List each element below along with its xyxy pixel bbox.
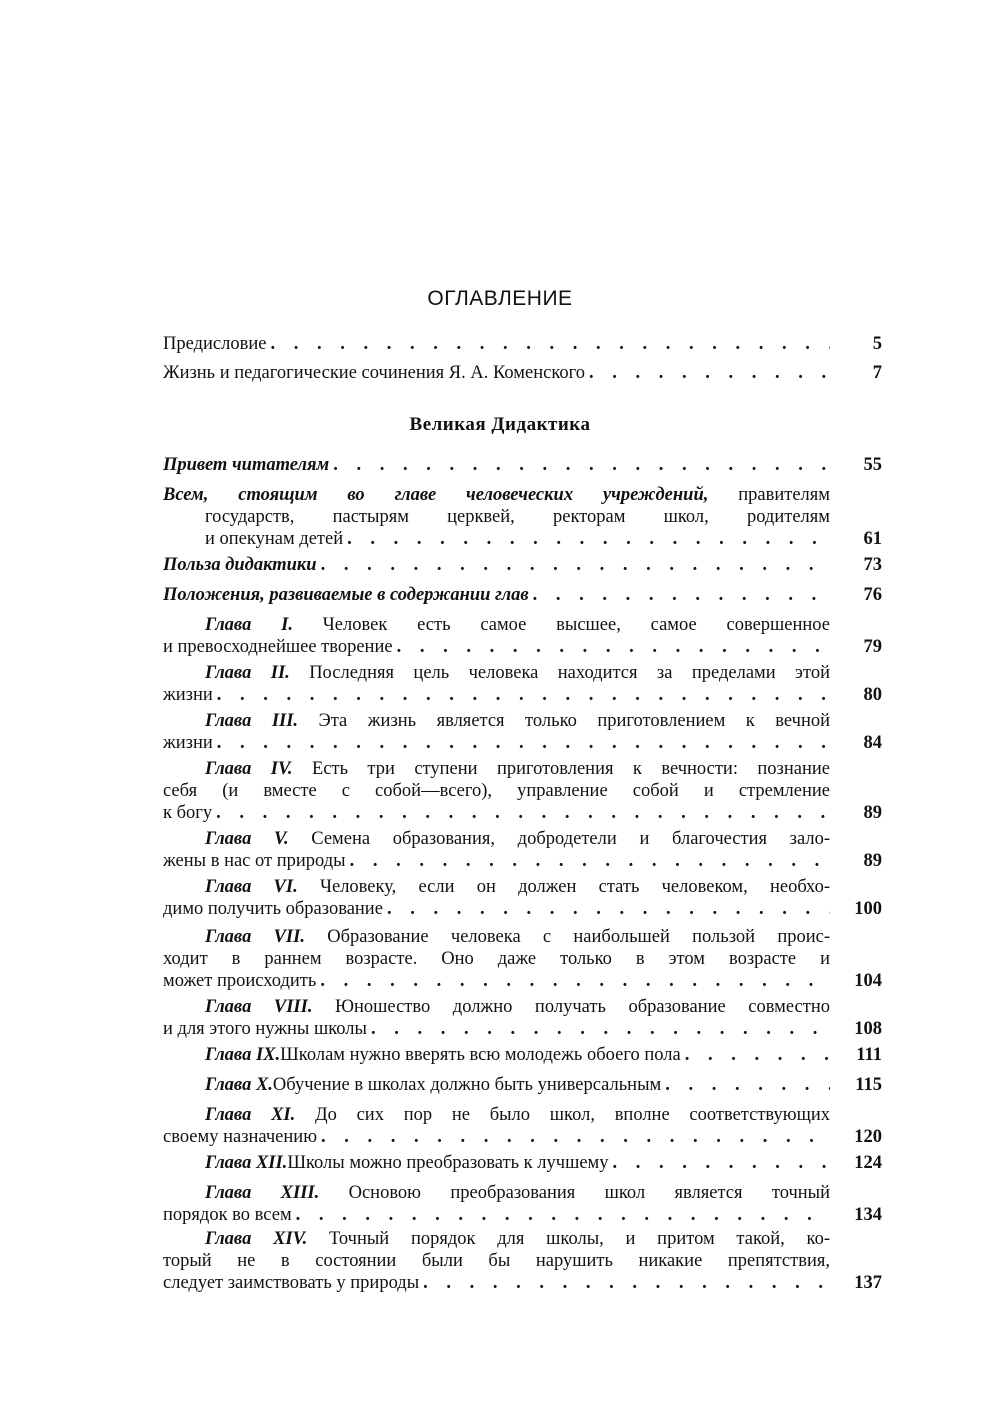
leader-dots [212, 802, 830, 824]
entry-line [163, 876, 830, 898]
toc-entry-chapter[interactable] [163, 828, 830, 872]
page-number: 115 [855, 1075, 882, 1095]
leader-dots [529, 584, 830, 606]
entry-text: Школы можно преобразовать к лучшему [287, 1153, 609, 1173]
entry-line [163, 662, 830, 684]
entry-text: Человеку, если он должен стать человеком, необхо- [319, 877, 830, 897]
page-number: 137 [854, 1273, 882, 1293]
chapter-label: Глава XIV. [205, 1229, 329, 1249]
leader-dots [329, 454, 830, 476]
chapter-label: Глава II. [205, 663, 310, 683]
toc-entry-chapter[interactable] [163, 662, 830, 706]
page-number: 5 [872, 334, 882, 354]
leader-dots [609, 1152, 831, 1174]
entry-text: Обучение в школах должно быть универсальным [272, 1075, 662, 1095]
leader-dots [393, 636, 830, 658]
entry-line [163, 828, 830, 850]
entry-line [163, 1182, 830, 1204]
entry-line [163, 614, 830, 636]
entry-text: и опекунам детей [205, 529, 344, 549]
entry-text: Последняя цель человека находится за пределами этой [309, 663, 830, 683]
leader-dots [585, 362, 830, 384]
toc-entry-utility[interactable] [163, 554, 830, 576]
toc-entry-chapter[interactable] [163, 926, 830, 992]
chapter-label: Глава XI. [205, 1105, 315, 1125]
toc-entry-chapter[interactable] [163, 876, 830, 920]
entry-text: Юношество должно получать образование совместно [335, 997, 830, 1017]
leader-dots [316, 970, 830, 992]
entry-line [163, 1228, 830, 1250]
leader-dots [367, 1018, 830, 1040]
entry-line: себя (и вместе с собой—всего), управление собой и стремление [163, 781, 830, 801]
entry-line [163, 1104, 830, 1126]
entry-text: и превосходнейшее творение [163, 637, 393, 657]
leader-dots [213, 732, 830, 754]
page-number: 76 [863, 585, 882, 605]
entry-line [163, 996, 830, 1018]
leader-dots [346, 850, 830, 872]
chapter-label: Глава XII. [205, 1153, 288, 1173]
toc-entry-chapter[interactable] [163, 1228, 830, 1294]
page-number: 7 [872, 363, 882, 383]
page-number: 104 [854, 971, 882, 991]
page-number: 124 [854, 1153, 882, 1173]
entry-text: Основою преобразования школ является точный [348, 1183, 830, 1203]
entry-line: ходит в раннем возрасте. Оно даже только в этом возрасте и [163, 949, 830, 969]
chapter-label: Глава V. [205, 829, 312, 849]
page-title: ОГЛАВЛЕНИЕ [427, 287, 573, 310]
leader-dots [661, 1074, 830, 1096]
leader-dots [419, 1272, 830, 1294]
toc-entry-chapter[interactable] [163, 1152, 830, 1174]
entry-text: Привет читателям [163, 455, 330, 475]
entry-line [163, 758, 830, 780]
entry-text: Польза дидактики [163, 555, 317, 575]
page-number: 79 [863, 637, 882, 657]
entry-text: жены в нас от природы [163, 851, 346, 871]
chapter-label: Глава VI. [205, 877, 320, 897]
entry-text: и для этого нужны школы [163, 1019, 367, 1039]
entry-line: торый не в состоянии были бы нарушить никакие препятствия, [163, 1251, 830, 1271]
page-number: 61 [863, 529, 882, 549]
entry-text: порядок во всем [163, 1205, 292, 1225]
entry-line: государств, пастырям церквей, ректорам школ, родителям [205, 507, 830, 527]
chapter-label: Глава XIII. [205, 1183, 349, 1203]
chapter-label: Глава X. [205, 1075, 273, 1095]
leader-dots [317, 554, 830, 576]
toc-entry-chapter[interactable] [163, 614, 830, 658]
entry-text: жизни [163, 733, 213, 753]
entry-text: Предисловие [163, 334, 267, 354]
entry-line: Всем, стоящим во главе человеческих учреждений, правителям [163, 485, 830, 505]
entry-text: Человек есть самое высшее, самое совершенное [322, 615, 830, 635]
toc-entry-chapter[interactable] [163, 710, 830, 754]
page-number: 84 [863, 733, 882, 753]
chapter-label: Глава VIII. [205, 997, 335, 1017]
page-number: 80 [863, 685, 882, 705]
chapter-label: Глава VII. [205, 927, 328, 947]
toc-entry-greeting[interactable] [163, 454, 830, 476]
entry-text: Есть три ступени приготовления к вечности: познание [311, 759, 830, 779]
chapter-label: Глава IX. [205, 1045, 281, 1065]
toc-entry-preface[interactable] [163, 333, 830, 355]
page-number: 55 [863, 455, 882, 475]
leader-dots [343, 528, 830, 550]
entry-text: Жизнь и педагогические сочинения Я. А. Коменского [163, 363, 585, 383]
toc-entry-chapter[interactable] [163, 1104, 830, 1148]
chapter-label: Глава III. [205, 711, 319, 731]
toc-entry-chapter[interactable] [163, 758, 830, 824]
leader-dots [317, 1126, 830, 1148]
entry-text: Семена образования, добродетели и благочестия зало- [311, 829, 830, 849]
page-number: 111 [856, 1045, 882, 1065]
chapter-label: Глава I. [205, 615, 323, 635]
leader-dots [681, 1044, 830, 1066]
toc-entry-chapter[interactable] [163, 1074, 830, 1096]
entry-text: к богу [163, 803, 213, 823]
toc-entry-chapter[interactable] [163, 1182, 830, 1226]
entry-text: своему назначению [163, 1127, 318, 1147]
entry-text: Положения, развиваемые в содержании глав [163, 585, 529, 605]
toc-entry-chapter[interactable] [163, 1044, 830, 1066]
toc-entry-chapter[interactable] [163, 996, 830, 1040]
entry-text: До сих пор не было школ, вполне соответствующих [314, 1105, 830, 1125]
entry-text: Школам нужно вверять всю молодежь обоего пола [280, 1045, 681, 1065]
page-number: 89 [863, 803, 882, 823]
toc-entry-propositions[interactable] [163, 584, 830, 606]
leader-dots [292, 1204, 830, 1226]
leader-dots [266, 333, 830, 355]
entry-line [163, 926, 830, 948]
toc-entry-dedication[interactable] [163, 484, 830, 550]
entry-line [163, 710, 830, 732]
entry-text: жизни [163, 685, 213, 705]
entry-text: димо получить образование [163, 899, 383, 919]
entry-text: Точный порядок для школы, и притом такой, ко- [328, 1229, 830, 1249]
page-number: 73 [863, 555, 882, 575]
page-number: 89 [863, 851, 882, 871]
page-number: 134 [854, 1205, 882, 1225]
page-number: 120 [854, 1127, 882, 1147]
entry-text: следует заимствовать у природы [163, 1273, 420, 1293]
entry-text: Эта жизнь является только приготовлением к вечной [318, 711, 830, 731]
toc-entry-biography[interactable] [163, 362, 830, 384]
section-title: Великая Дидактика [409, 414, 591, 435]
entry-text: может происходить [163, 971, 317, 991]
chapter-label: Глава IV. [205, 759, 312, 779]
page-number: 108 [854, 1019, 882, 1039]
page-number: 100 [854, 899, 882, 919]
leader-dots [213, 684, 830, 706]
leader-dots [383, 898, 830, 920]
entry-text: Образование человека с наибольшей пользой проис- [327, 927, 830, 947]
